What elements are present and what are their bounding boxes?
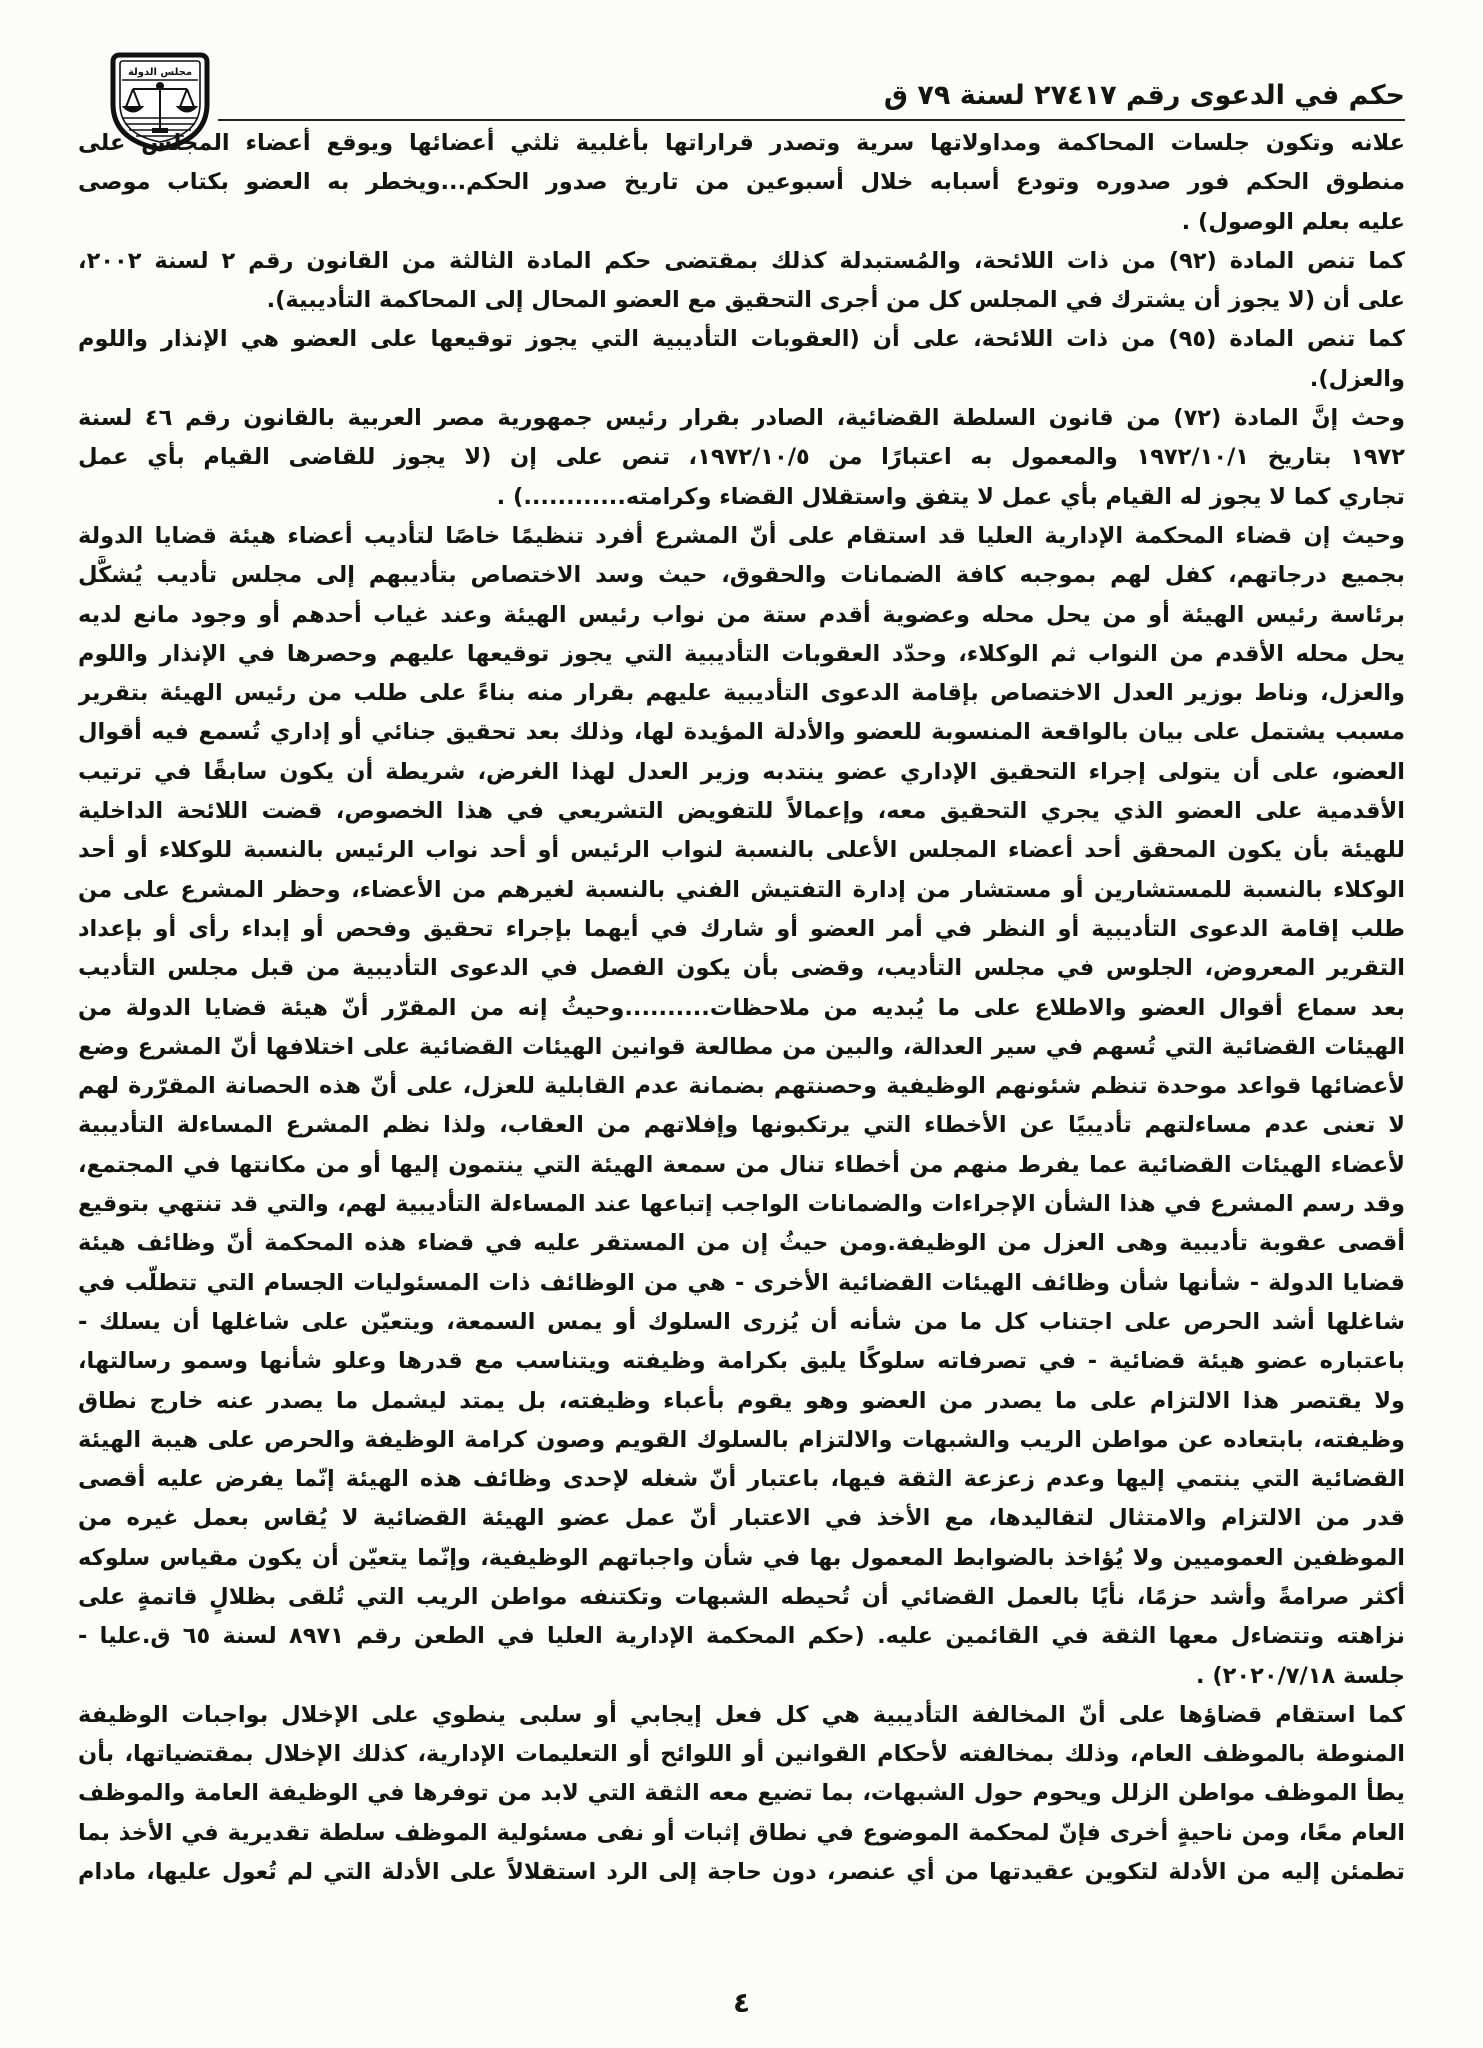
paragraph <box>78 1696 1405 1892</box>
text-line: كما تنص المادة (٩٢) من ذات اللائحة، والمُستبدلة كذلك بمقتضى حكم المادة الثالثة من القانون رقم ٢ لسنة ٢٠٠٢، <box>78 247 1405 274</box>
text-line: علانه وتكون جلسات المحاكمة ومداولاتها سرية وتصدر قراراتها بأغلبية ثلثي أعضائها ويوقع أعضاء المجلس على <box>78 130 1405 156</box>
paragraph <box>78 124 1405 242</box>
text-line: التقرير المعروض، الجلوس في مجلس التأديب، وقضى بأن يكون الفصل في الدعوى التأديبية من قبل مجلس التأديب <box>78 955 1405 982</box>
text-line: بعد سماع أقوال العضو والاطلاع على ما يُبديه من ملاحظات..........وحيثُ إنه من المقرّر أنّ هيئة قضايا الدولة من <box>78 994 1405 1021</box>
text-line: الوكلاء بالنسبة للمستشارين أو مستشار من إدارة التفتيش الفني بالنسبة لغيرهم من الأعضاء، وحظر المشرع على من <box>78 876 1405 903</box>
text-line: الأقدمية على العضو الذي يجري التحقيق معه، وإعمالاً للتفويض التشريعي في هذا الخصوص، قضت اللائحة الداخلية <box>78 798 1405 825</box>
text-line: يطأ الموظف مواطن الزلل ويحوم حول الشبهات، بما تضيع معه الثقة التي لابد من توفرها في الوظيفة العامة والموظف <box>78 1780 1405 1807</box>
text-line: المنوطة بالموظف العام، وذلك بمخالفته لأحكام القوانين أو اللوائح أو التعليمات الإدارية، كذلك الإخلال بمقتضياتها، بأن <box>78 1741 1405 1768</box>
text-line: بجميع درجاتهم، كفل لهم بموجبه كافة الضمانات والحقوق، حيث وسد الاختصاص بتأديبهم إلى مجلس تأديب يُشكَّل <box>78 562 1405 589</box>
paragraph <box>78 320 1405 399</box>
text-line: كما استقام قضاؤها على أنّ المخالفة التأديبية هي كل فعل إيجابي أو سلبى ينطوي على الإخلال بواجبات الوظيفة <box>78 1701 1405 1728</box>
text-line: لا تعنى عدم مساءلتهم تأديبيًا عن الأخطاء التي يرتكبونها وإفلاتهم من العقاب، ولذا نظم المشرع المساءلة التأديبية <box>78 1112 1405 1139</box>
text-line: وحيث إن قضاء المحكمة الإدارية العليا قد استقام على أنّ المشرع أفرد تنظيمًا خاصًا لتأديب أعضاء هيئة قضايا الدولة <box>78 522 1405 549</box>
text-line: لأعضائها قواعد موحدة تنظم شئونهم الوظيفية وحصنتهم بضمانة عدم القابلية للعزل، على أنّ هذه الحصانة المقرّرة لهم <box>78 1073 1405 1100</box>
text-line: العضو، على أن يتولى إجراء التحقيق الإداري عضو ينتدبه وزير العدل لهذا الغرض، شريطة أن يكون سابقًا في ترتيب <box>78 758 1405 785</box>
text-line: قدر من الالتزام والامتثال لتقاليدها، مع الأخذ في الاعتبار أنّ عمل عضو الهيئة القضائية لا يُقاس بعمل غيره من <box>78 1505 1405 1532</box>
text-line: جلسة ٢٠٢٠/٧/١٨) . <box>1195 1662 1405 1689</box>
text-line: ١٩٧٢ بتاريخ ١٩٧٢/١٠/١ والمعمول به اعتبارًا من ١٩٧٢/١٠/٥، تنص على إن (لا يجوز للقاضى القيام بأي عمل <box>78 444 1405 471</box>
text-line: العام معًا، ومن ناحيةٍ أخرى فإنّ لمحكمة الموضوع في نطاق إثبات أو نفى مسئولية الموظف سلطة تقديرية في الأخذ بما <box>78 1819 1405 1846</box>
logo-text: مجلس الدولة <box>127 67 193 78</box>
text-line: الموظفين العموميين ولا يُؤاخذ بالضوابط المعمول بها في شأن واجباتهم الوظيفية، وإنّما يتعيّن أن يكون مقياس سلوكه <box>78 1544 1405 1571</box>
text-line: مسبب يشتمل على بيان بالواقعة المنسوبة للعضو والأدلة المؤيدة لها، وذلك بعد تحقيق جنائي أو إداري تُسمع فيه أقوال <box>78 719 1405 746</box>
page-number: ٤ <box>732 1986 751 2019</box>
text-line: وظيفته، بابتعاده عن مواطن الريب والشبهات والالتزام بالسلوك القويم وصون كرامة الوظيفة والحرص على هيبة الهيئة <box>78 1426 1405 1453</box>
text-line: الهيئات القضائية التي تُسهم في سير العدالة، والبين من مطالعة قوانين الهيئات القضائية على اختلافها أنّ المشرع وضع <box>78 1033 1405 1060</box>
text-line: القضائية التي ينتمي إليها وعدم زعزعة الثقة فيها، باعتبار أنّ شغله لإحدى وظائف هذه الهيئة إنّما يفرض عليه أقصى <box>78 1466 1405 1493</box>
text-line: وقد رسم المشرع في هذا الشأن الإجراءات والضمانات الواجب إتباعها عند المساءلة التأديبية لهم، والتي قد تنتهي بتوقيع <box>78 1191 1405 1218</box>
text-line: شاغلها أشد الحرص على اجتناب كل ما من شأنه أن يُزرى السلوك أو يمس السمعة، ويتعيّن على شاغلها أن يسلك - <box>78 1308 1405 1335</box>
document-body <box>78 124 1405 1892</box>
text-line: برئاسة رئيس الهيئة أو من يحل محله وعضوية أقدم ستة من نواب رئيس الهيئة وعند غياب أحدهم أو وجود مانع لديه <box>78 601 1405 628</box>
text-line: طلب إقامة الدعوى التأديبية أو النظر في أمر العضو أو شارك في أيهما بإجراء تحقيق وفحص أو إبداء رأى أو بإعداد <box>78 915 1405 942</box>
paragraph <box>78 399 1405 517</box>
text-line: والعزل، وناط بوزير العدل الاختصاص بإقامة الدعوى التأديبية عليهم بقرار منه بناءً على طلب من رئيس الهيئة بتقرير <box>78 680 1405 707</box>
text-line: أكثر صرامةً وأشد حزمًا، نأيًا بالعمل القضائي أن تُحيطه الشبهات وتكتنفه مواطن الريب التي تُلقى بظلالٍ قاتمةٍ على <box>78 1583 1405 1610</box>
header-rule <box>218 119 1405 121</box>
paragraph <box>78 242 1405 321</box>
text-line: والعزل). <box>1309 365 1405 392</box>
text-line: نزاهته وتتضاءل معها الثقة في القائمين عليه. (حكم المحكمة الإدارية العليا في الطعن رقم ٨٩٧١ لسنة ٦٥ ق.عليا - <box>78 1623 1405 1650</box>
text-line: لأعضاء الهيئات القضائية عما يفرط منهم من أخطاء تنال من سمعة الهيئة التي ينتمون إليها أو من مكانتها في المجتمع، <box>78 1151 1405 1178</box>
text-line: منطوق الحكم فور صدوره وتودع أسبابه خلال أسبوعين من تاريخ صدور الحكم...ويخطر به العضو بكتاب موصى <box>78 169 1405 196</box>
case-title: حكم في الدعوى رقم ٢٧٤١٧ لسنة ٧٩ ق <box>883 80 1405 111</box>
text-line: أقصى عقوبة تأديبية وهى العزل من الوظيفة.ومن حيثُ إن من المستقر عليه في قضاء هذه المحكمة أنّ وظائف هيئة <box>78 1230 1405 1257</box>
text-line: تطمئن إليه من الأدلة لتكوين عقيدتها من أي عنصر، دون حاجة إلى الرد استقلالاً على الأدلة التي لم تُعول عليها، مادام <box>78 1859 1405 1886</box>
paragraph <box>78 517 1405 1696</box>
text-line: قضايا الدولة - شأنها شأن وظائف الهيئات القضائية الأخرى - هي من الوظائف ذات المسئوليات الجسام التي تتطلّب في <box>78 1269 1405 1296</box>
text-line: على أن (لا يجوز أن يشترك في المجلس كل من أجرى التحقيق مع العضو المحال إلى المحاكمة التأديبية). <box>266 287 1405 314</box>
text-line: كما تنص المادة (٩٥) من ذات اللائحة، على أن (العقوبات التأديبية التي يجوز توقيعها على العضو هي الإنذار واللوم <box>78 326 1405 353</box>
text-line: باعتباره عضو هيئة قضائية - في تصرفاته سلوكًا يليق بكرامة وظيفته ويتناسب مع قدرها وعلو شأنها وسمو رسالتها، <box>78 1348 1405 1375</box>
text-line: وحث إنَّ المادة (٧٢) من قانون السلطة القضائية، الصادر بقرار رئيس جمهورية مصر العربية بالقانون رقم ٤٦ لسنة <box>78 405 1405 432</box>
text-line: عليه بعلم الوصول) . <box>1181 208 1405 235</box>
text-line: تجاري كما لا يجوز له القيام بأي عمل لا يتفق واستقلال القضاء وكرامته............) . <box>496 483 1405 510</box>
text-line: ولا يقتصر هذا الالتزام على ما يصدر من العضو وهو يقوم بأعباء وظيفته، بل يمتد ليشمل ما يصدر عنه خارج نطاق <box>78 1387 1405 1414</box>
text-line: للهيئة بأن يكون المحقق أحد أعضاء المجلس الأعلى بالنسبة لنواب الرئيس أو أحد نواب الرئيس بالنسبة للوكلاء أو أحد <box>78 837 1405 864</box>
text-line: يحل محله الأقدم من النواب ثم الوكلاء، وحدّد العقوبات التأديبية التي يجوز توقيعها عليهم وحصرها في الإنذار واللوم <box>78 640 1405 667</box>
